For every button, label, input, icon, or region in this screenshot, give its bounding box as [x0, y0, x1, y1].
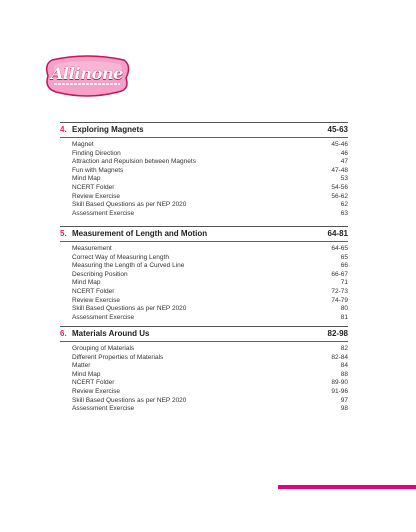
toc-item-page: 97	[340, 396, 348, 404]
toc-item-label: NCERT Folder	[72, 287, 115, 295]
toc-item-page: 82	[340, 345, 348, 352]
section-title: Measurement of Length and Motion	[72, 229, 208, 238]
toc-item-page: 88	[340, 370, 348, 378]
toc-item[interactable]	[72, 288, 348, 297]
section-number: 5.	[60, 229, 67, 238]
toc-item[interactable]	[72, 158, 348, 167]
toc-item-label: Magnet	[72, 141, 94, 148]
toc-item-label: Measuring the Length of a Curved Line	[72, 262, 185, 270]
toc-item[interactable]	[72, 245, 348, 254]
logo-text: Allinone	[50, 64, 124, 83]
toc-item-label: Assessment Exercise	[72, 209, 135, 217]
section-top-rule	[60, 326, 348, 327]
section-underline	[60, 137, 348, 138]
section-heading[interactable]	[60, 229, 348, 241]
toc-item[interactable]	[72, 371, 348, 380]
toc-item-label: Matter	[72, 362, 91, 370]
toc-item-page: 91-96	[331, 387, 348, 395]
section-heading[interactable]	[60, 125, 348, 137]
toc-item-label: Mind Map	[72, 370, 101, 378]
section-top-rule	[60, 226, 348, 227]
section-underline	[60, 241, 348, 242]
toc-item-label: NCERT Folder	[72, 183, 115, 191]
toc-item-label: Describing Position	[72, 270, 128, 278]
section-number: 6.	[60, 329, 67, 338]
toc-item[interactable]	[72, 141, 348, 150]
toc-item-label: Mind Map	[72, 279, 101, 287]
toc-item-page: 63	[340, 209, 348, 217]
logo-tagline-decoration	[54, 83, 120, 85]
toc-item[interactable]	[72, 184, 348, 193]
toc-item[interactable]	[72, 379, 348, 388]
toc-item-page: 64-65	[331, 245, 348, 252]
toc-item-page: 62	[340, 201, 348, 209]
toc-item-page: 47-48	[331, 166, 348, 174]
toc-item-label: NCERT Folder	[72, 379, 115, 387]
toc-item[interactable]	[72, 175, 348, 184]
toc-item-page: 56-62	[331, 192, 348, 200]
toc-item-page: 71	[340, 279, 348, 287]
toc-item[interactable]	[72, 405, 348, 414]
toc-item-label: Review Exercise	[72, 192, 121, 200]
section-underline	[60, 341, 348, 342]
toc-item-label: Assessment Exercise	[72, 405, 135, 413]
toc-item[interactable]	[72, 262, 348, 271]
toc-item[interactable]	[72, 362, 348, 371]
toc-item[interactable]	[72, 314, 348, 323]
toc-item-page: 46	[340, 149, 348, 157]
toc-item-page: 98	[340, 405, 348, 413]
toc-item-page: 89-90	[331, 379, 348, 387]
toc-item[interactable]	[72, 297, 348, 306]
section-title: Materials Around Us	[72, 329, 150, 338]
toc-item[interactable]	[72, 271, 348, 280]
toc-item[interactable]	[72, 354, 348, 363]
toc-item-label: Grouping of Materials	[72, 345, 135, 352]
section-title: Exploring Magnets	[72, 125, 144, 134]
toc-item-label: Mind Map	[72, 175, 101, 183]
toc-item[interactable]	[72, 167, 348, 176]
allinone-logo	[44, 54, 130, 98]
toc-item[interactable]	[72, 201, 348, 210]
toc-item[interactable]	[72, 210, 348, 219]
toc-item-page: 81	[340, 313, 348, 321]
section-page-range: 82-98	[327, 329, 348, 338]
toc-item-page: 72-73	[331, 287, 348, 295]
toc-item[interactable]	[72, 193, 348, 202]
toc-item[interactable]	[72, 279, 348, 288]
toc-item-page: 66-67	[331, 270, 348, 278]
toc-item-label: Measurement	[72, 245, 112, 252]
section-item-list	[72, 141, 348, 218]
toc-item-page: 47	[340, 158, 348, 166]
section-item-list	[72, 345, 348, 414]
toc-item-page: 80	[340, 305, 348, 313]
toc-item-page: 53	[340, 175, 348, 183]
section-page-range: 64-81	[327, 229, 348, 238]
section-page-range: 45-63	[327, 125, 348, 134]
toc-item-label: Assessment Exercise	[72, 313, 135, 321]
toc-item-page: 74-79	[331, 296, 348, 304]
toc-item-label: Attraction and Repulsion between Magnets	[72, 158, 196, 166]
toc-item-label: Review Exercise	[72, 387, 121, 395]
toc-item[interactable]	[72, 305, 348, 314]
section-top-rule	[60, 122, 348, 123]
toc-item[interactable]	[72, 397, 348, 406]
toc-item-page: 84	[340, 362, 348, 370]
toc-item-label: Skill Based Questions as per NEP 2020	[72, 201, 187, 209]
toc-item-label: Finding Direction	[72, 149, 121, 157]
toc-item-label: Fun with Magnets	[72, 166, 124, 174]
toc-item-label: Skill Based Questions as per NEP 2020	[72, 305, 187, 313]
toc-item[interactable]	[72, 254, 348, 263]
toc-item-page: 45-46	[331, 141, 348, 148]
toc-item-label: Correct Way of Measuring Length	[72, 253, 169, 261]
toc-item-label: Different Properties of Materials	[72, 353, 164, 361]
toc-item-page: 66	[340, 262, 348, 270]
toc-item[interactable]	[72, 150, 348, 159]
toc-item-label: Review Exercise	[72, 296, 121, 304]
toc-item-page: 54-56	[331, 183, 348, 191]
section-heading[interactable]	[60, 329, 348, 341]
section-item-list	[72, 245, 348, 322]
toc-item-page: 82-84	[331, 353, 348, 361]
toc-item[interactable]	[72, 345, 348, 354]
section-number: 4.	[60, 125, 67, 134]
footer-accent-bar	[278, 485, 416, 489]
toc-item[interactable]	[72, 388, 348, 397]
toc-item-label: Skill Based Questions as per NEP 2020	[72, 396, 187, 404]
toc-item-page: 65	[340, 253, 348, 261]
